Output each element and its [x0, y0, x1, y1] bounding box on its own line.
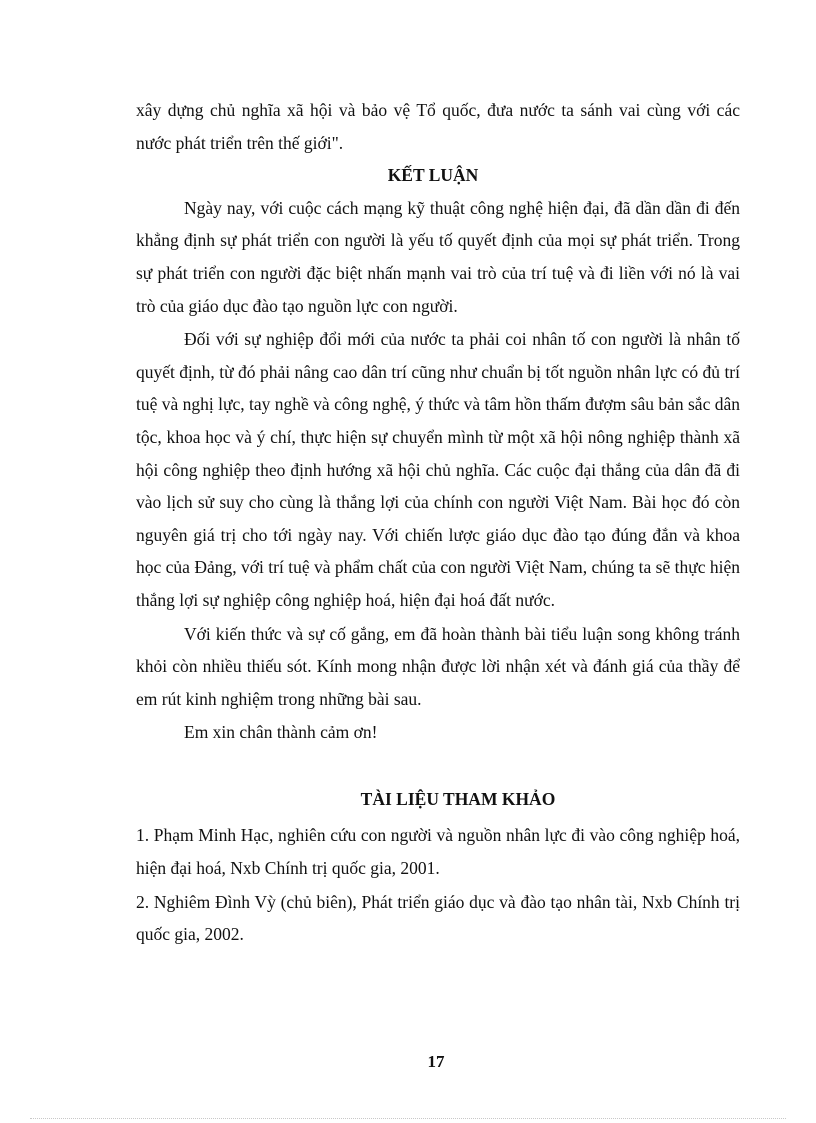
- closing-thanks: Em xin chân thành cảm ơn!: [184, 722, 378, 743]
- conclusion-paragraph-3: Với kiến thức và sự cố gắng, em đã hoàn thành bài tiểu luận song không tránh khỏi còn nhiều thiếu sót. Kính mong nhận được lời nhận xét và đánh giá của thầy để em rút kinh nghiệm trong những bài sau.: [136, 623, 740, 709]
- reference-item-2: 2. Nghiêm Đình Vỳ (chủ biên), Phát triển giáo dục và đào tạo nhân tài, Nxb Chính trị quốc gia, 2002.: [136, 891, 740, 945]
- page-body: [136, 94, 740, 951]
- reference-item-1: 1. Phạm Minh Hạc, nghiên cứu con người và nguồn nhân lực đi vào công nghiệp hoá, hiện đại hoá, Nxb Chính trị quốc gia, 2001.: [136, 825, 740, 879]
- conclusion-heading: KẾT LUẬN: [387, 165, 479, 186]
- conclusion-paragraph-1: Ngày nay, với cuộc cách mạng kỹ thuật công nghệ hiện đại, đã dần dần đi đến khẳng định sự phát triển con người là yếu tố quyết định của mọi sự phát triển. Trong sự phát triển con người đặc biệt nhấn mạnh vai trò của trí tuệ và đi liền với nó là vai trò của giáo dục đào tạo nguồn lực con người.: [136, 197, 740, 316]
- references-heading: TÀI LIỆU THAM KHẢO: [360, 788, 556, 809]
- continuation-paragraph: xây dựng chủ nghĩa xã hội và bảo vệ Tổ quốc, đưa nước ta sánh vai cùng với các nước phát triển trên thế giới".: [136, 100, 740, 153]
- conclusion-paragraph-2: Đối với sự nghiệp đổi mới của nước ta phải coi nhân tố con người là nhân tố quyết định, từ đó phải nâng cao dân trí cũng như chuẩn bị tốt nguồn nhân lực có đủ trí tuệ và nghị lực, tay nghề và công nghệ, ý thức và tâm hồn thấm đượm sâu bản sắc dân tộc, khoa học và ý chí, thực hiện sự chuyển mình từ một xã hội nông nghiệp thành xã hội công nghiệp theo định hướng xã hội chủ nghĩa. Các cuộc đại thắng của dân đã đi vào lịch sử suy cho cùng là thắng lợi của chính con người Việt Nam. Bài học đó còn nguyên giá trị cho tới ngày nay. Với chiến lược giáo dục đào tạo đúng đắn và khoa học của Đảng, với trí tuệ và phẩm chất của con người Việt Nam, chúng ta sẽ thực hiện thắng lợi sự nghiệp công nghiệp hoá, hiện đại hoá đất nước.: [136, 329, 740, 610]
- page-bottom-divider: [30, 1118, 786, 1119]
- page-number: 17: [427, 1052, 445, 1071]
